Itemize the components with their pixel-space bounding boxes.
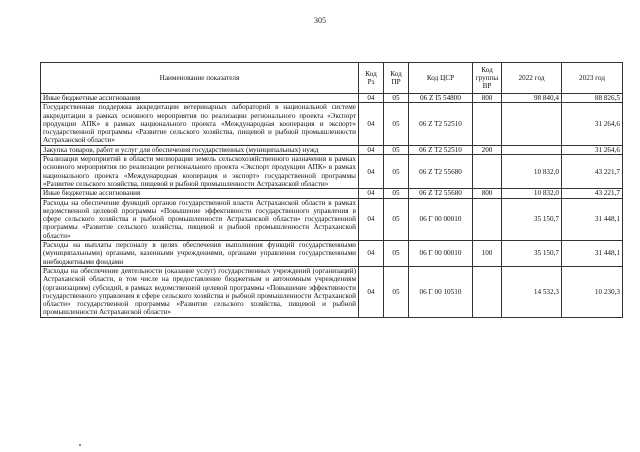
budget-table xyxy=(40,62,623,318)
row-name: Расходы на обеспечение деятельности (оказание услуг) государственных учреждений (организаций) Астраханской области, в том числе на предоставление бюджетным и автономным учреждениям (организациям) субсидий, в рамках ведомственной целевой программы «Повышение эффективности государственного управления в сфере сельского хозяйства и рыбной промышленности Астраханской области» государственной программы «Развитие сельского хозяйства, пищевой и рыбной промышленности Астраханской области» xyxy=(41,266,359,317)
row-rz: 04 xyxy=(359,189,384,198)
table-row xyxy=(41,94,623,103)
row-vr: 800 xyxy=(473,189,502,198)
row-csr: 06 Z T2 52510 xyxy=(409,103,473,145)
row-pr: 05 xyxy=(384,94,409,103)
table-row xyxy=(41,155,623,189)
row-name: Реализация мероприятий в области мелиорации земель сельскохозяйственного назначения в рамках основного мероприятия по реализации регионального проекта «Экспорт продукции АПК» в рамках национального проекта «Международная кооперация и экспорт» государственной программы «Развитие сельского хозяйства, пищевой и рыбной промышленности Астраханской области» xyxy=(41,155,359,189)
row-2023: 88 826,5 xyxy=(562,94,623,103)
page-number: 305 xyxy=(314,16,326,25)
row-vr xyxy=(473,198,502,240)
row-2023: 31 448,1 xyxy=(562,241,623,267)
row-2023: 43 221,7 xyxy=(562,189,623,198)
row-2022: 10 832,0 xyxy=(502,155,562,189)
row-rz: 04 xyxy=(359,145,384,154)
row-2023: 43 221,7 xyxy=(562,155,623,189)
row-2023: 10 230,3 xyxy=(562,266,623,317)
row-pr: 05 xyxy=(384,155,409,189)
scan-mark xyxy=(79,444,81,446)
row-csr: 06 Z T2 55680 xyxy=(409,189,473,198)
row-csr: 06 Г 00 10510 xyxy=(409,266,473,317)
row-vr: 200 xyxy=(473,145,502,154)
row-csr: 06 Г 00 00010 xyxy=(409,198,473,240)
row-pr: 05 xyxy=(384,241,409,267)
row-rz: 04 xyxy=(359,103,384,145)
row-2022: 14 532,3 xyxy=(502,266,562,317)
header-2023: 2023 год xyxy=(562,63,623,94)
row-name: Иные бюджетные ассигнования xyxy=(41,189,359,198)
row-pr: 05 xyxy=(384,189,409,198)
row-2023: 31 264,6 xyxy=(562,103,623,145)
table-header-row xyxy=(41,63,623,94)
header-rz: Код Рз xyxy=(359,63,384,94)
header-vr: Код группы ВР xyxy=(473,63,502,94)
row-vr xyxy=(473,266,502,317)
row-pr: 05 xyxy=(384,266,409,317)
row-rz: 04 xyxy=(359,155,384,189)
row-pr: 05 xyxy=(384,103,409,145)
row-vr xyxy=(473,103,502,145)
row-rz: 04 xyxy=(359,266,384,317)
row-name: Закупка товаров, работ и услуг для обеспечения государственных (муниципальных) нужд xyxy=(41,145,359,154)
row-csr: 06 Г 00 00010 xyxy=(409,241,473,267)
row-name: Иные бюджетные ассигнования xyxy=(41,94,359,103)
row-rz: 04 xyxy=(359,198,384,240)
row-2023: 31 448,1 xyxy=(562,198,623,240)
row-vr: 800 xyxy=(473,94,502,103)
row-vr: 100 xyxy=(473,241,502,267)
row-pr: 05 xyxy=(384,145,409,154)
table-row xyxy=(41,198,623,240)
row-vr xyxy=(473,155,502,189)
row-csr: 06 Z T2 55680 xyxy=(409,155,473,189)
row-2022: 10 832,0 xyxy=(502,189,562,198)
header-name: Наименование показателя xyxy=(41,63,359,94)
header-csr: Код ЦСР xyxy=(409,63,473,94)
row-csr: 06 Z I5 54800 xyxy=(409,94,473,103)
header-2022: 2022 год xyxy=(502,63,562,94)
row-name: Расходы на выплаты персоналу в целях обеспечения выполнения функций государственными (муниципальными) органами, казенными учреждениями, органами управления государственными внебюджетными фондами xyxy=(41,241,359,267)
row-pr: 05 xyxy=(384,198,409,240)
table-row xyxy=(41,266,623,317)
row-2023: 31 264,6 xyxy=(562,145,623,154)
row-2022: 98 840,4 xyxy=(502,94,562,103)
row-2022 xyxy=(502,145,562,154)
table-row xyxy=(41,241,623,267)
row-rz: 04 xyxy=(359,94,384,103)
row-2022: 35 150,7 xyxy=(502,241,562,267)
table-row xyxy=(41,103,623,145)
table-row xyxy=(41,189,623,198)
row-name: Расходы на обеспечение функций органов государственной власти Астраханской области в рамках ведомственной целевой программы «Повышение эффективности государственного управления в сфере сельского хозяйства и рыбной промышленности Астраханской области» государственной программы «Развитие сельского хозяйства, пищевой и рыбной промышленности Астраханской области» xyxy=(41,198,359,240)
row-rz: 04 xyxy=(359,241,384,267)
row-name: Государственная поддержка аккредитации ветеринарных лабораторий в национальной системе аккредитации в рамках основного мероприятия по реализации регионального проекта «Экспорт продукции АПК» в рамках национального проекта «Международная кооперация и экспорт» государственной программы «Развитие сельского хозяйства, пищевой и рыбной промышленности Астраханской области» xyxy=(41,103,359,145)
row-2022 xyxy=(502,103,562,145)
row-2022: 35 150,7 xyxy=(502,198,562,240)
row-csr: 06 Z T2 52510 xyxy=(409,145,473,154)
header-pr: Код ПР xyxy=(384,63,409,94)
table-row xyxy=(41,145,623,154)
